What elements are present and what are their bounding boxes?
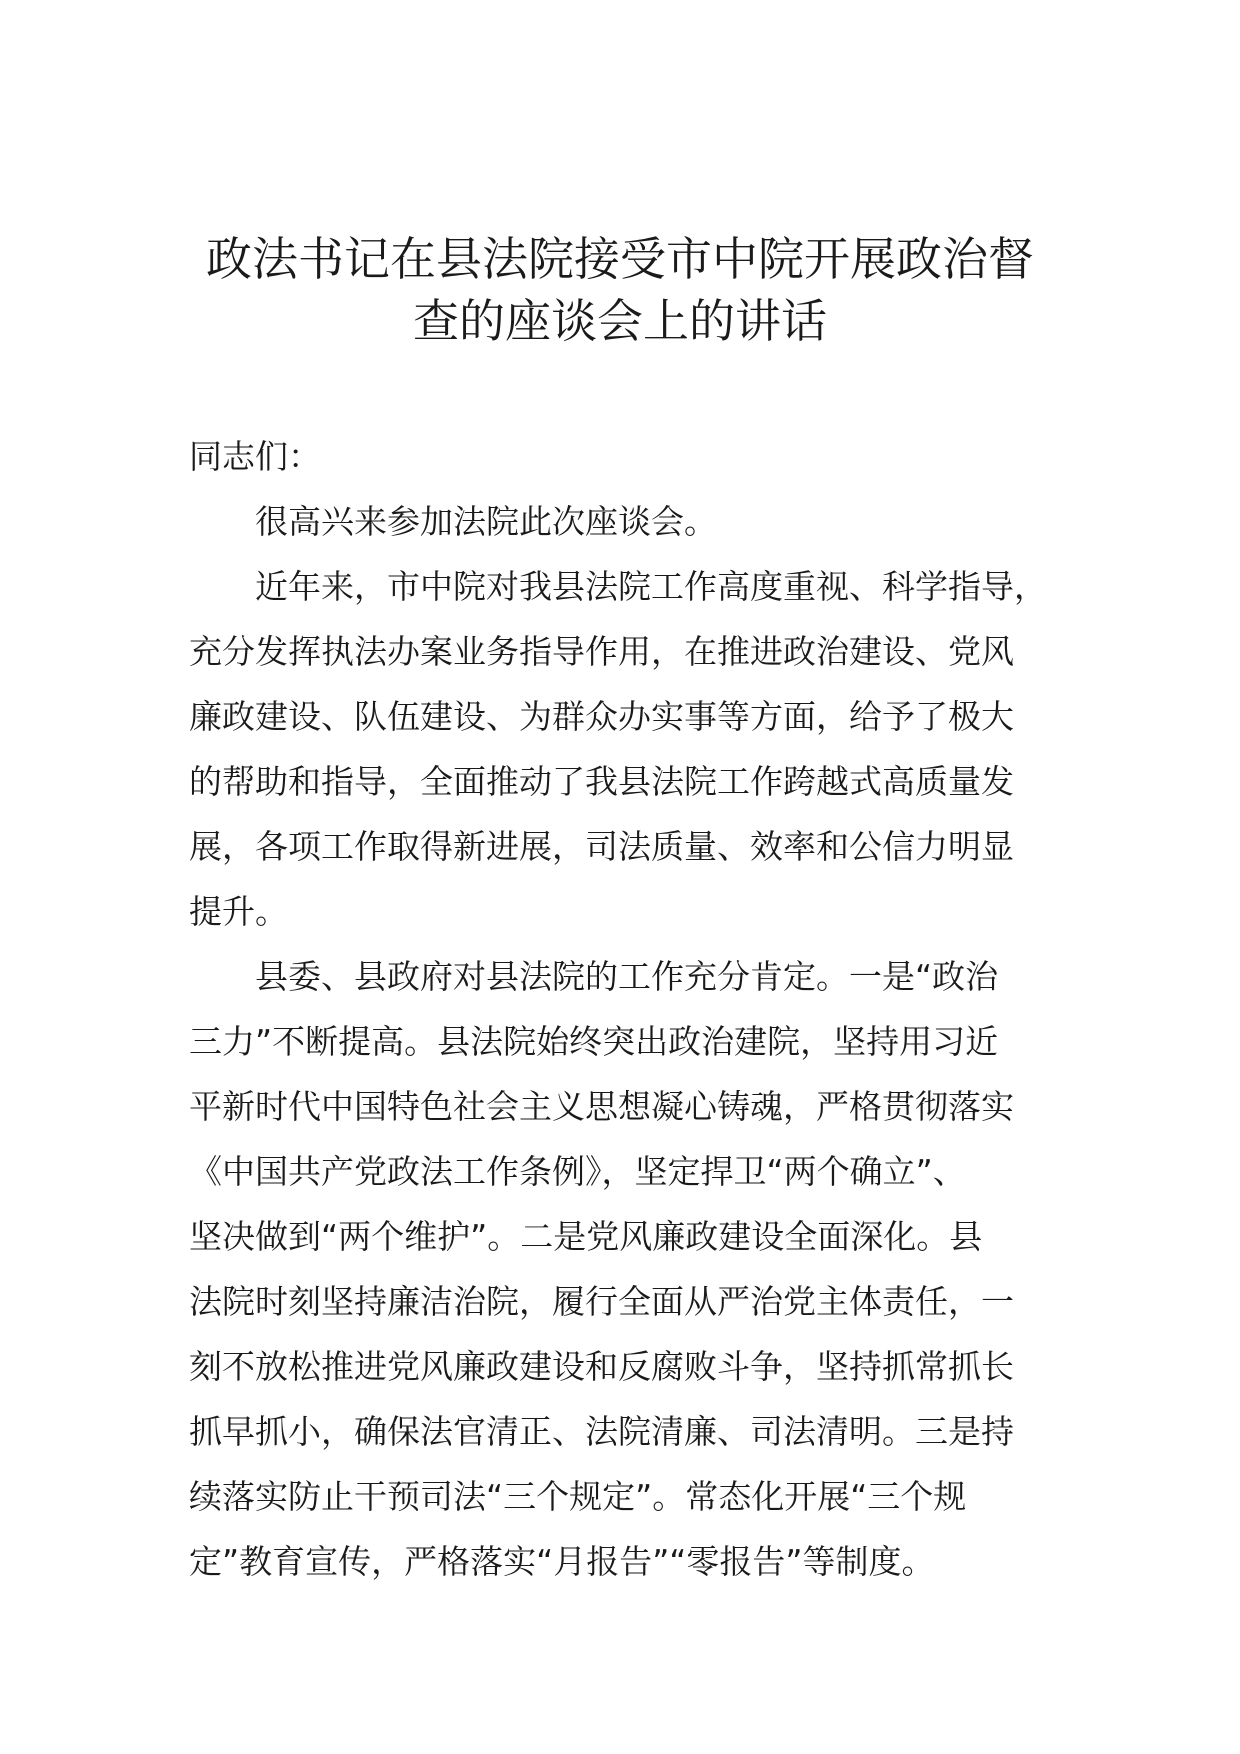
body-line: 法院时刻坚持廉洁治院，履行全面从严治党主体责任，一 — [189, 1282, 1014, 1321]
body-line: 近年来，市中院对我县法院工作高度重视、科学指导， — [255, 567, 1047, 606]
body-line: 刻不放松推进党风廉政建设和反腐败斗争，坚持抓常抓长 — [189, 1347, 1014, 1386]
body-line: 《中国共产党政法工作条例》，坚定捍卫“两个确立”、 — [189, 1152, 966, 1191]
body-line: 定”教育宣传，严格落实“月报告”“零报告”等制度。 — [189, 1542, 935, 1581]
body-line: 平新时代中国特色社会主义思想凝心铸魂，严格贯彻落实 — [189, 1087, 1014, 1126]
body-line: 三力”不断提高。县法院始终突出政治建院，坚持用习近 — [189, 1022, 999, 1061]
body-line: 很高兴来参加法院此次座谈会。 — [255, 502, 717, 541]
body-line: 的帮助和指导，全面推动了我县法院工作跨越式高质量发 — [189, 762, 1014, 801]
body-line: 县委、县政府对县法院的工作充分肯定。一是“政治 — [255, 957, 999, 996]
body-line: 展，各项工作取得新进展，司法质量、效率和公信力明显 — [189, 827, 1014, 866]
body-line: 充分发挥执法办案业务指导作用，在推进政治建设、党风 — [189, 632, 1014, 671]
title-line-2: 查的座谈会上的讲话 — [413, 294, 827, 348]
document-body — [189, 424, 1049, 1594]
body-line: 廉政建设、队伍建设、为群众办实事等方面，给予了极大 — [189, 697, 1014, 736]
body-line: 坚决做到“两个维护”。二是党风廉政建设全面深化。县 — [189, 1217, 983, 1256]
body-line: 续落实防止干预司法“三个规定”。常态化开展“三个规 — [189, 1477, 967, 1516]
document-title — [160, 228, 1080, 352]
body-line: 同志们： — [189, 437, 321, 476]
body-line: 提升。 — [189, 892, 288, 931]
body-line: 抓早抓小，确保法官清正、法院清廉、司法清明。三是持 — [189, 1412, 1014, 1451]
title-line-1: 政法书记在县法院接受市中院开展政治督 — [206, 232, 1034, 286]
